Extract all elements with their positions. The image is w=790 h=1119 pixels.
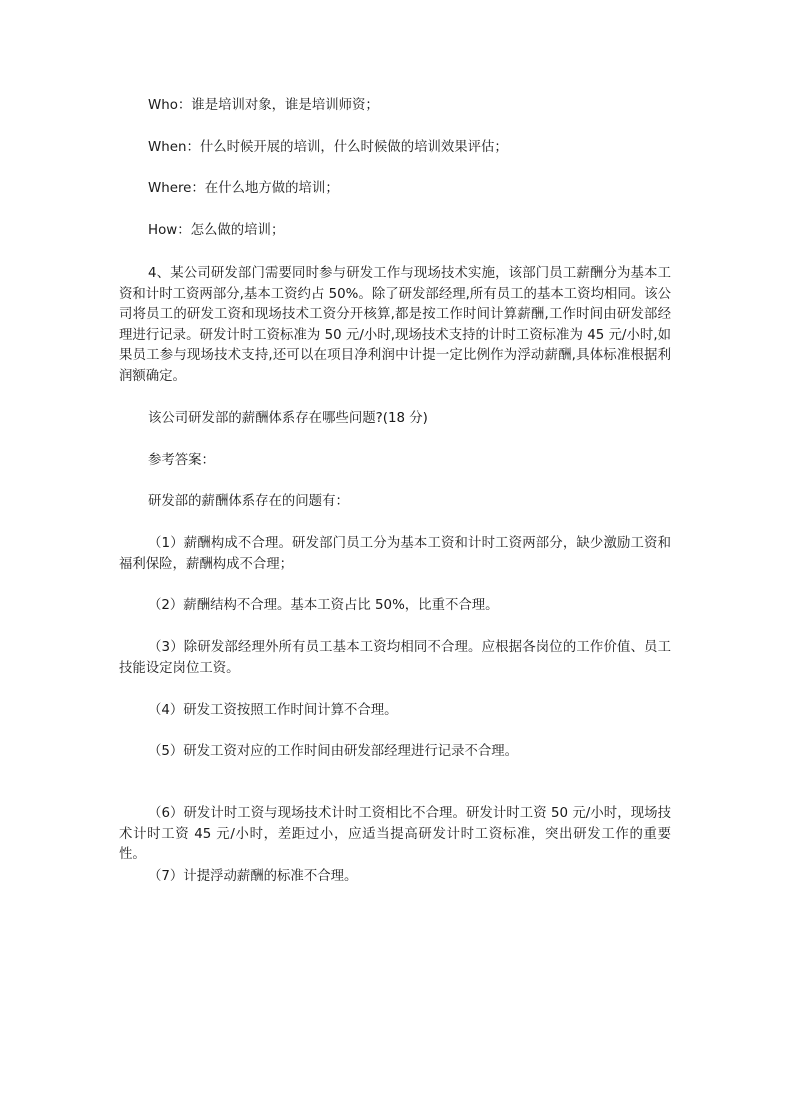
answer-item-6: （6）研发计时工资与现场技术计时工资相比不合理。研发计时工资 50 元/小时，现场技术计时工资 45 元/小时，差距过小，应适当提高研发计时工资标准，突出研发工作的重要性。	[119, 806, 671, 862]
paragraph-who: Who：谁是培训对象，谁是培训师资；	[148, 98, 379, 113]
answer-item-4: （4）研发工资按照工作时间计算不合理。	[148, 703, 398, 718]
question-prompt: 该公司研发部的薪酬体系存在哪些问题?(18 分)	[148, 411, 428, 426]
answer-item-1: （1）薪酬构成不合理。研发部门员工分为基本工资和计时工资两部分，缺少激励工资和福利保险，薪酬构成不合理；	[119, 536, 671, 572]
answer-item-2: （2）薪酬结构不合理。基本工资占比 50%，比重不合理。	[148, 598, 499, 613]
answer-intro: 研发部的薪酬体系存在的问题有：	[148, 494, 349, 509]
paragraph-how: How：怎么做的培训；	[148, 223, 285, 238]
answer-item-5: （5）研发工资对应的工作时间由研发部经理进行记录不合理。	[148, 744, 519, 759]
paragraph-when: When：什么时候开展的培训，什么时候做的培训效果评估；	[148, 140, 508, 155]
answer-item-7: （7）计提浮动薪酬的标准不合理。	[148, 869, 358, 884]
paragraph-where: Where：在什么地方做的培训；	[148, 181, 339, 196]
answer-heading: 参考答案：	[148, 453, 215, 468]
answer-item-3: （3）除研发部经理外所有员工基本工资均相同不合理。应根据各岗位的工作价值、员工技能设定岗位工资。	[119, 640, 671, 676]
question-4-scenario: 4、某公司研发部门需要同时参与研发工作与现场技术实施，该部门员工薪酬分为基本工资和计时工资两部分,基本工资约占 50%。除了研发部经理,所有员工的基本工资均相同。该公司将员工的研发工资和现场技术工资分开核算,都是按工作时间计算薪酬,工作时间由研发部经理进行记录。研发计时工资标准为 50 元/小时,现场技术支持的计时工资标准为 45 元/小时,如果员工参与现场技术支持,还可以在项目净利润中计提一定比例作为浮动薪酬,具体标准根据利润额确定。	[119, 266, 671, 384]
